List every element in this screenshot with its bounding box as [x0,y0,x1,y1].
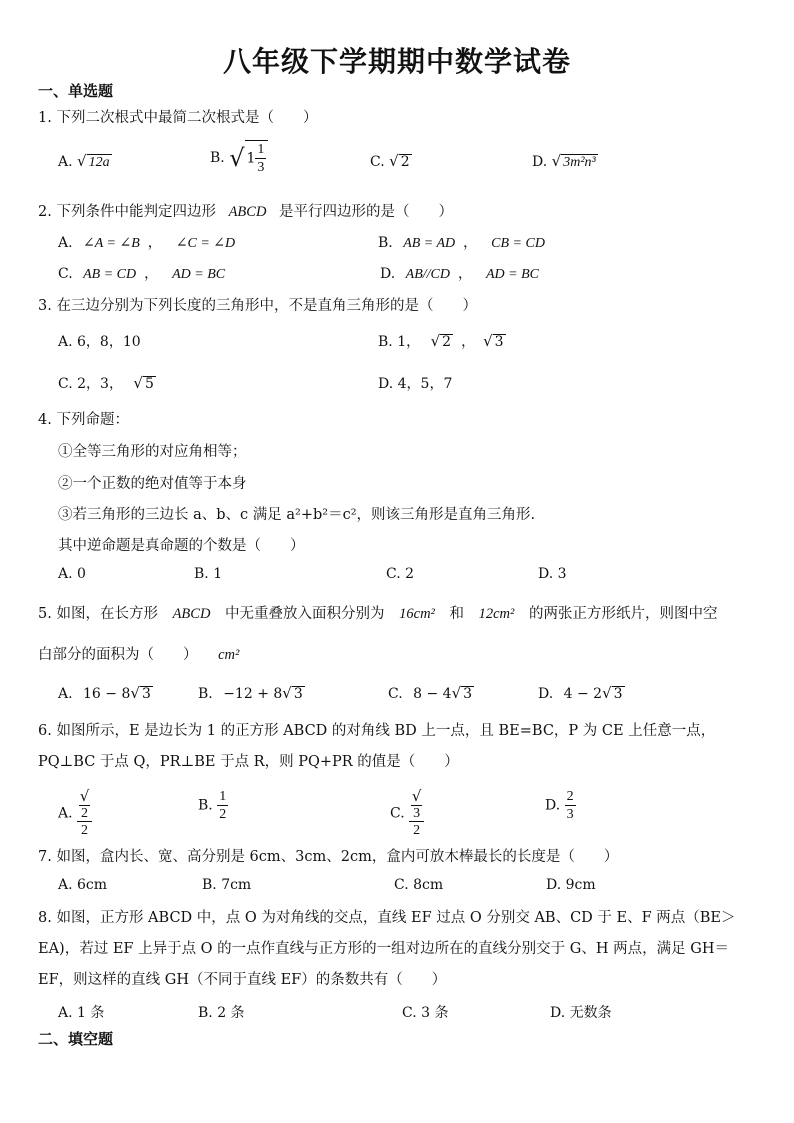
sqrt-symbol: √ [602,684,612,702]
sqrt-symbol: √ [430,332,441,350]
question-4-statement-3: ③若三角形的三边长 a、b、c 满足 a²+b²＝c²，则该三角形是直角三角形. [58,507,536,523]
question-4-option-c[interactable]: C. 2 [386,566,415,582]
question-4-statement-1: ①全等三角形的对应角相等； [58,444,247,460]
question-5-option-a[interactable]: A. 16 − 8√ 3 [58,684,151,702]
question-4-option-a[interactable]: A. 0 [58,566,86,582]
question-5-option-b[interactable]: B. −12 + 8√ 3 [198,684,303,702]
question-8-stem: 8. 如图，正方形 ABCD 中，点 O 为对角线的交点，直线 EF 过点 O 分别交 AB、CD 于 E、F 两点（BE＞EA)，若过 EF 上异于点 O 的一点作直线与正方形的一组对边所在的直线分别交于 G、H 两点，满足 GH＝EF，则这样的直线 GH（不同于直线 EF）的条数共有（ ） [38,910,736,988]
sqrt-symbol: √ [133,374,143,392]
question-8-option-d[interactable]: D. 无数条 [550,1005,612,1021]
question-2-option-c[interactable]: C. AB = CD ， AD = BC [58,266,226,282]
question-5-option-d[interactable]: D. 4 − 2√ 3 [538,684,623,702]
sqrt-symbol: √ [411,787,422,805]
question-6-option-a[interactable]: A. √ 2 2 [58,788,92,839]
sqrt-symbol: √ [130,684,140,702]
question-4-statement-2: ②一个正数的绝对值等于本身 [58,476,247,492]
sqrt-symbol: √ [451,684,462,702]
question-1-option-a[interactable]: A. √ 12a [58,152,110,170]
question-5-stem-line-2: 白部分的面积为（ ） cm² [38,647,240,663]
question-2-option-b[interactable]: B. AB = AD ， CB = CD [378,235,545,251]
sqrt-symbol: √ [229,144,245,172]
question-2-stem: 2. 下列条件中能判定四边形 ABCD 是平行四边形的是（ ） [38,204,454,220]
question-4-option-b[interactable]: B. 1 [194,566,223,582]
question-1-option-c[interactable]: C. √ 2 [370,152,410,170]
question-3-stem: 3. 在三边分别为下列长度的三角形中，不是直角三角形的是（ ） [38,298,477,314]
question-8-option-a[interactable]: A. 1 条 [58,1005,105,1021]
question-7-option-d[interactable]: D. 9cm [546,877,596,893]
question-8-option-c[interactable]: C. 3 条 [402,1005,449,1021]
exam-title: 八年级下学期期中数学试卷 [222,45,571,78]
question-4-option-d[interactable]: D. 3 [538,566,567,582]
question-6-stem: 6. 如图所示，E 是边长为 1 的正方形 ABCD 的对角线 BD 上一点，且 BE=BC，P 为 CE 上任意一点，PQ⊥BC 于点 Q，PR⊥BE 于点 R，则 PQ+PR 的值是（ ） [38,723,716,770]
question-3-option-d[interactable]: D. 4，5，7 [378,376,453,392]
question-7-stem: 7. 如图，盒内长、宽、高分别是 6cm、3cm、2cm，盒内可放木棒最长的长度是（ ） [38,849,619,865]
question-6-option-b[interactable]: B. $\frac{1}{2}$ [198,789,227,822]
question-4-stem: 4. 下列命题： [38,412,129,428]
question-7-option-a[interactable]: A. 6cm [58,877,108,893]
question-1-option-d[interactable]: D. √ 3m²n³ [532,152,596,170]
question-7-option-c[interactable]: C. 8cm [394,877,444,893]
question-3-option-c[interactable]: C. 2，3， √ 5 [58,374,154,392]
sqrt-symbol: √ [483,332,493,350]
sqrt-symbol: √ [282,684,292,702]
question-6-option-d[interactable]: D. $\frac{2}{3}$ [545,789,574,822]
sqrt-symbol: √ [389,152,399,170]
sqrt-symbol: √ [77,152,87,170]
question-1-option-b[interactable]: B. √ 1 $\frac{1}{3}$ [210,140,268,176]
question-3-option-b[interactable]: B. 1， √ 2 ， √ 3 [378,332,504,350]
section-single-choice-heading: 一、单选题 [38,82,114,100]
sqrt-symbol: √ [79,787,90,805]
question-5-stem-line-1: 5. 如图，在长方形 ABCD 中无重叠放入面积分别为 16cm² 和 12cm² 的两张正方形纸片，则图中空 [38,606,718,622]
question-2-option-a[interactable]: A. ∠A = ∠B ， ∠C = ∠D [58,235,236,251]
section-fill-blank-heading: 二、填空题 [38,1030,114,1048]
question-6-option-c[interactable]: C. √ 3 2 [390,788,424,839]
question-3-option-a[interactable]: A. 6，8，10 [58,334,141,350]
question-5-option-c[interactable]: C. 8 − 4√ 3 [388,684,473,702]
question-8-option-b[interactable]: B. 2 条 [198,1005,245,1021]
question-4-question: 其中逆命题是真命题的个数是（ ） [58,538,305,554]
question-1-stem: 1. 下列二次根式中最简二次根式是（ ） [38,110,318,126]
sqrt-symbol: √ [551,152,562,170]
question-2-option-d[interactable]: D. AB//CD ， AD = BC [380,266,539,282]
question-7-option-b[interactable]: B. 7cm [202,877,252,893]
